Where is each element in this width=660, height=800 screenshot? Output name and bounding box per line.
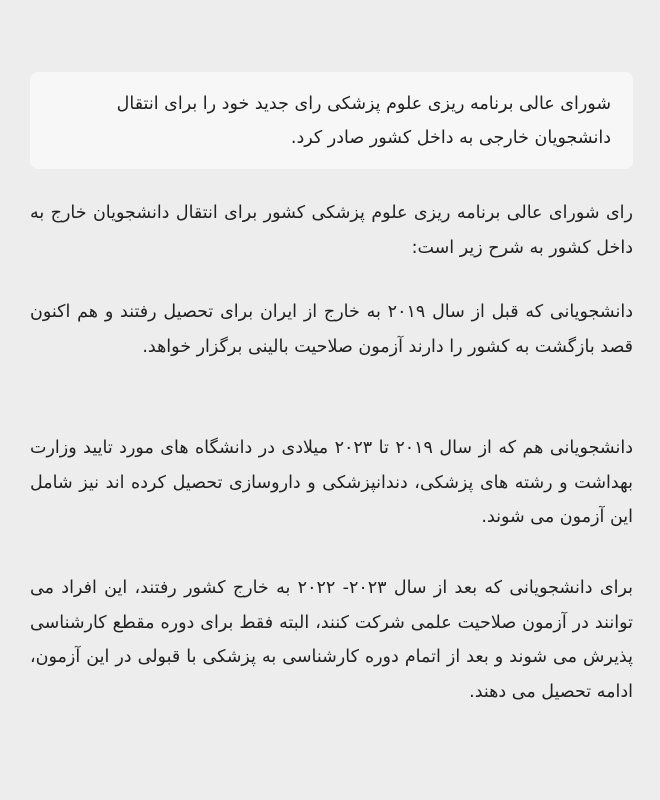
article-paragraph-3: دانشجویانی هم که از سال ۲۰۱۹ تا ۲۰۲۳ میلادی در دانشگاه های مورد تایید وزارت بهداشت و رشته های پزشکی، دندانپزشکی و داروسازی تحصیل کرده اند نیز شامل این آزمون می شوند. bbox=[30, 438, 634, 527]
article-paragraph-1: رای شورای عالی برنامه ریزی علوم پزشکی کشور برای انتقال دانشجویان خارج به داخل کشور به شرح زیر است: bbox=[30, 203, 633, 258]
summary-box bbox=[30, 72, 633, 169]
article-paragraph-2: دانشجویانی که قبل از سال ۲۰۱۹ به خارج از ایران برای تحصیل رفتند و هم اکنون قصد بازگشت به کشور را دارند آزمون صلاحیت بالینی برگزار خواهد. bbox=[30, 302, 633, 357]
summary-text: شورای عالی برنامه ریزی علوم پزشکی رای جدید خود را برای انتقال دانشجویان خارجی به داخل کشور صادر کرد. bbox=[116, 94, 611, 148]
article-paragraph-4: برای دانشجویانی که بعد از سال ۲۰۲۳- ۲۰۲۲ به خارج کشور رفتند، این افراد می توانند در آزمون صلاحیت علمی شرکت کنند، البته فقط برای دوره مقطع کارشناسی پذیرش می شوند و بعد از اتمام دوره کارشناسی به پزشکی با قبولی در این آزمون، ادامه تحصیل می دهند. bbox=[30, 578, 633, 702]
